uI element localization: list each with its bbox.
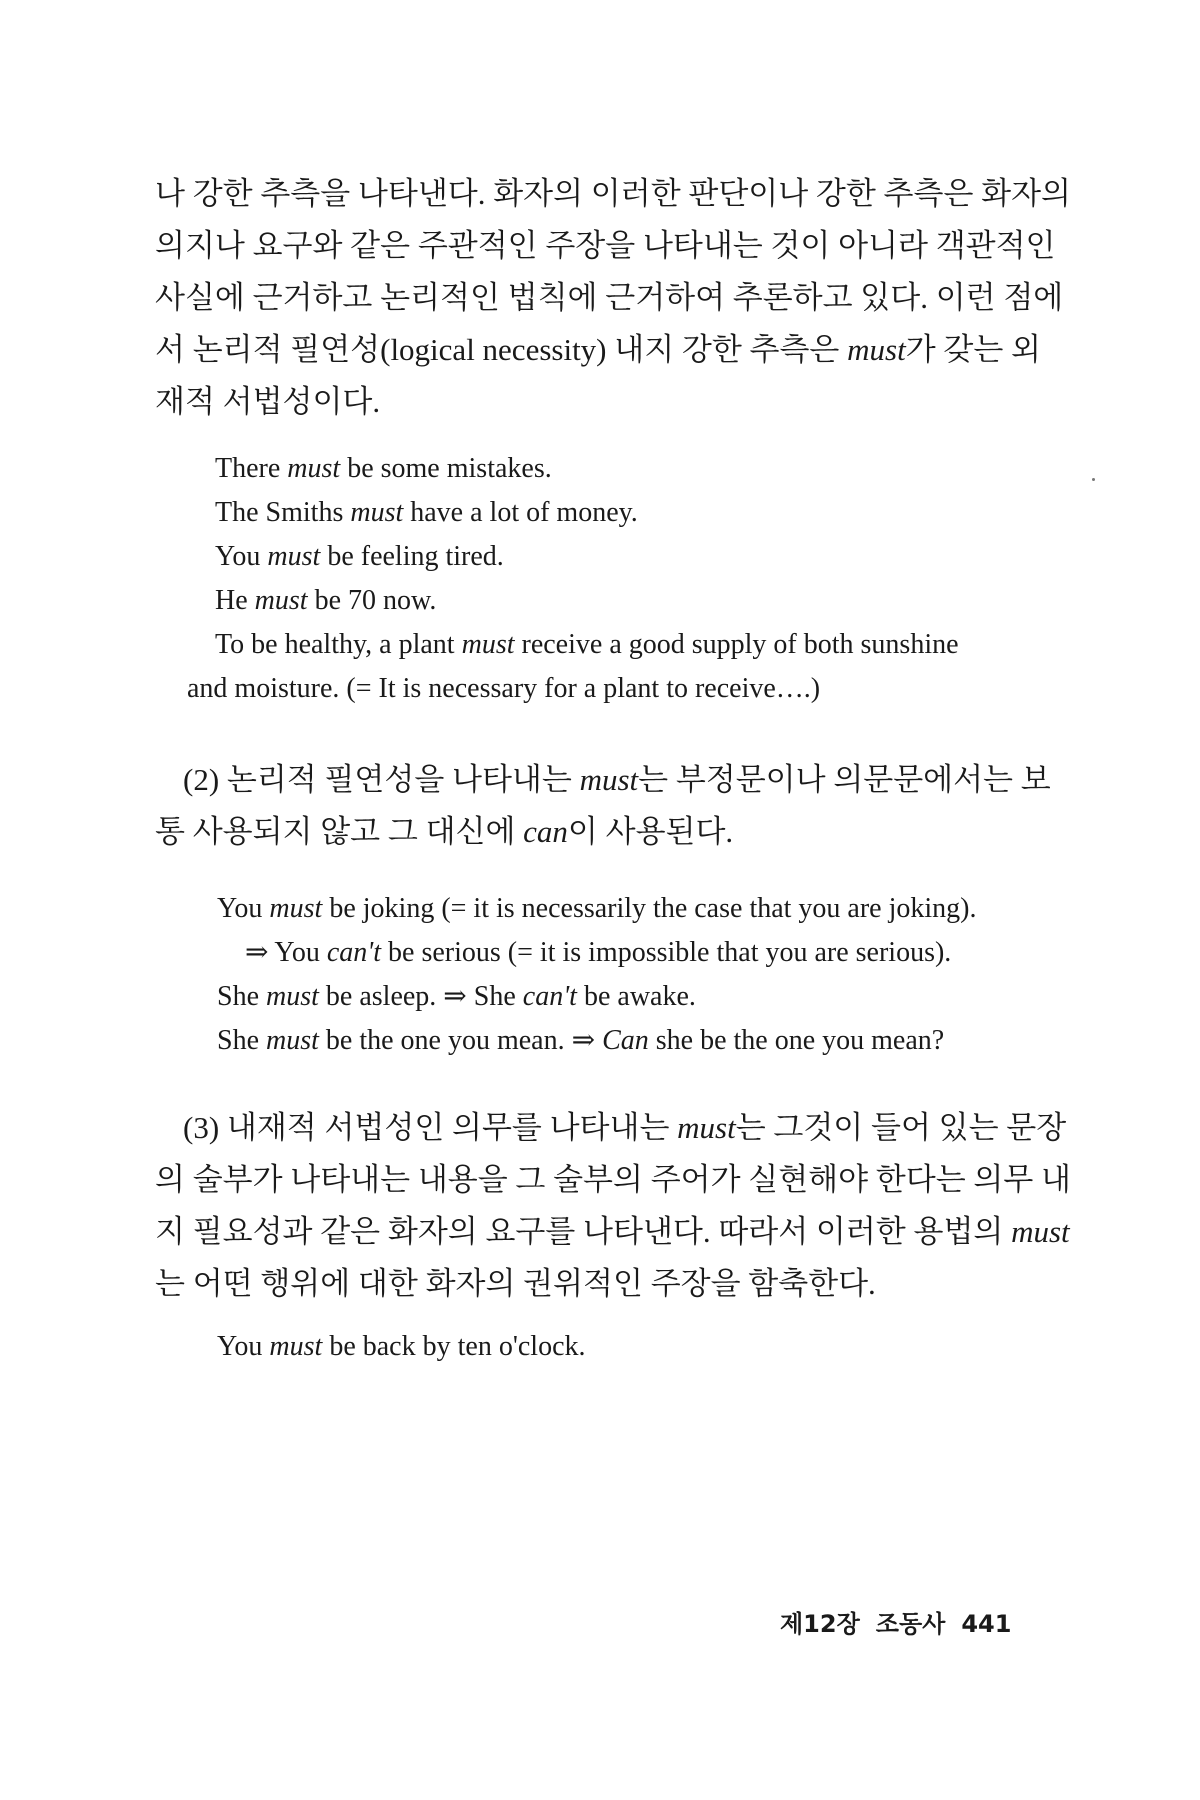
intro-line-1: 나 강한 추측을 나타낸다. 화자의 이러한 판단이나 강한 추측은 화자의 <box>155 176 1071 211</box>
chapter-label: 제12장 <box>780 1610 860 1638</box>
example-sentence: You must be back by ten o'clock. <box>217 1331 586 1362</box>
section-3-paragraph <box>155 1102 1071 1310</box>
example-sentence: She must be the one you mean. ⇒ Can she be the one you mean? <box>217 1025 945 1056</box>
intro-line-3: 사실에 근거하고 논리적인 법칙에 근거하여 추론하고 있다. 이런 점에 <box>155 280 1064 315</box>
scan-speck <box>1092 478 1095 481</box>
intro-paragraph <box>155 168 1071 428</box>
section-3-line-1: (3) 내재적 서법성인 의무를 나타내는 must는 그것이 들어 있는 문장 <box>183 1110 1067 1145</box>
example-sentence: ⇒ You can't be serious (= it is impossible that you are serious). <box>245 937 952 968</box>
chapter-title: 조동사 <box>875 1610 946 1638</box>
intro-line-4: 서 논리적 필연성(logical necessity) 내지 강한 추측은 must가 갖는 외 <box>155 332 1042 367</box>
example-sentence-continued: and moisture. (= It is necessary for a plant to receive….) <box>187 673 821 704</box>
example-sentence: There must be some mistakes. <box>215 453 552 484</box>
section-3-line-3: 지 필요성과 같은 화자의 요구를 나타낸다. 따라서 이러한 용법의 must <box>155 1214 1070 1249</box>
example-sentence: He must be 70 now. <box>215 585 437 616</box>
example-sentence: You must be joking (= it is necessarily the case that you are joking). <box>217 893 977 924</box>
section-3-line-4: 는 어떤 행위에 대한 화자의 권위적인 주장을 함축한다. <box>155 1266 876 1301</box>
intro-line-5: 재적 서법성이다. <box>155 384 381 419</box>
section-2-line-2: 통 사용되지 않고 그 대신에 can이 사용된다. <box>155 814 734 849</box>
section-2-line-1: (2) 논리적 필연성을 나타내는 must는 부정문이나 의문문에서는 보 <box>183 762 1051 797</box>
page-number: 441 <box>961 1610 1012 1638</box>
page-footer <box>780 1604 1011 1639</box>
section-2-paragraph <box>155 754 1051 858</box>
example-sentence: The Smiths must have a lot of money. <box>215 497 638 528</box>
example-sentence: She must be asleep. ⇒ She can't be awake. <box>217 981 696 1012</box>
section-3-line-2: 의 술부가 나타내는 내용을 그 술부의 주어가 실현해야 한다는 의무 내 <box>155 1162 1071 1197</box>
example-sentence: To be healthy, a plant must receive a good supply of both sunshine <box>215 629 959 660</box>
example-sentence: You must be feeling tired. <box>215 541 504 572</box>
intro-line-2: 의지나 요구와 같은 주관적인 주장을 나타내는 것이 아니라 객관적인 <box>155 228 1056 263</box>
